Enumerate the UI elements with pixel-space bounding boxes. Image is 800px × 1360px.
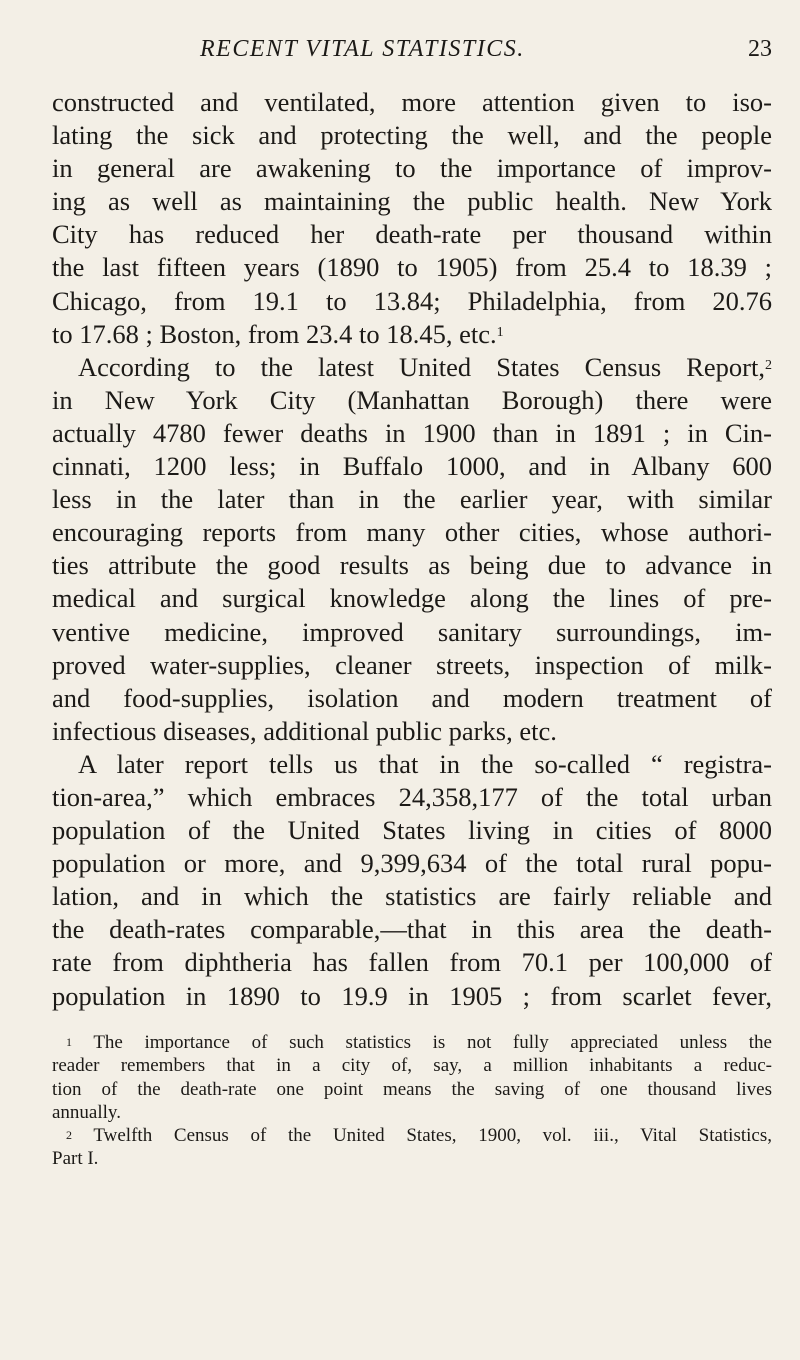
footnote-line: tion of the death-rate one point means the saving of one thousand lives	[52, 1078, 772, 1100]
text-line: lating the sick and protecting the well, and the people	[52, 120, 772, 151]
text-line: in general are awakening to the importance of improv-	[52, 153, 772, 184]
text-line: infectious diseases, additional public parks, etc.	[52, 715, 557, 746]
footnote-text: The importance of such statistics is not fully appreciated unless the	[93, 1032, 772, 1053]
text-line: constructed and ventilated, more attention given to iso-	[52, 87, 772, 117]
footnote-marker-2: 2	[66, 1128, 72, 1143]
text-line: population of the United States living in cities of 8000	[52, 815, 772, 846]
text-line: cinnati, 1200 less; in Buffalo 1000, and in Albany 600	[52, 451, 772, 482]
footnote-line	[52, 1031, 772, 1054]
text-line: less in the later than in the earlier year, with similar	[52, 484, 772, 515]
text-line: medical and surgical knowledge along the lines of pre-	[52, 583, 772, 614]
text-line	[52, 351, 772, 384]
footnote-line	[52, 1124, 772, 1147]
text-line: population or more, and 9,399,634 of the total rural popu-	[52, 848, 772, 879]
footnote-text: Twelfth Census of the United States, 1900, vol. iii., Vital Statistics,	[93, 1125, 772, 1147]
text-line: tion-area,” which embraces 24,358,177 of the total urban	[52, 781, 772, 812]
footnote-line: reader remembers that in a city of, say, a million inhabitants a reduc-	[52, 1055, 772, 1077]
footnote-ref-2[interactable]: 2	[765, 357, 772, 373]
text-line-content: to 17.68 ; Boston, from 23.4 to 18.45, etc.	[52, 318, 497, 349]
text-line: ventive medicine, improved sanitary surroundings, im-	[52, 616, 772, 647]
text-line: Chicago, from 19.1 to 13.84; Philadelphia, from 20.76	[52, 285, 772, 316]
body-text	[52, 86, 772, 1013]
text-line	[52, 318, 772, 351]
running-title: RECENT VITAL STATISTICS.	[200, 36, 525, 62]
text-line: proved water-supplies, cleaner streets, inspection of milk-	[52, 649, 772, 680]
text-line: the death-rates comparable,—that in this area the death-	[52, 914, 772, 945]
footnote-marker-1: 1	[66, 1035, 72, 1049]
text-line: and food-supplies, isolation and modern treatment of	[52, 682, 772, 713]
text-line: A later report tells us that in the so-called “ registra-	[78, 748, 772, 779]
text-line: City has reduced her death-rate per thousand within	[52, 219, 772, 250]
text-line: population in 1890 to 19.9 in 1905 ; from scarlet fever,	[52, 980, 772, 1011]
text-line: actually 4780 fewer deaths in 1900 than in 1891 ; in Cin-	[52, 417, 772, 448]
text-line: ing as well as maintaining the public health. New York	[52, 186, 772, 217]
text-line: ties attribute the good results as being due to advance in	[52, 550, 772, 581]
running-head	[50, 36, 772, 70]
footnote-ref-1[interactable]: 1	[496, 324, 504, 340]
text-line: lation, and in which the statistics are fairly reliable and	[52, 881, 772, 912]
footnote-line: annually.	[52, 1101, 121, 1123]
text-line: encouraging reports from many other cities, whose authori-	[52, 517, 772, 548]
text-line-content: According to the latest United States Census Report,	[78, 351, 765, 382]
footnote-line: Part I.	[52, 1148, 99, 1170]
footnotes	[52, 1031, 772, 1171]
text-line: in New York City (Manhattan Borough) there were	[52, 384, 772, 415]
page-number: 23	[748, 36, 772, 62]
text-line: the last fifteen years (1890 to 1905) from 25.4 to 18.39 ;	[52, 252, 772, 283]
text-line: rate from diphtheria has fallen from 70.1 per 100,000 of	[52, 947, 772, 978]
